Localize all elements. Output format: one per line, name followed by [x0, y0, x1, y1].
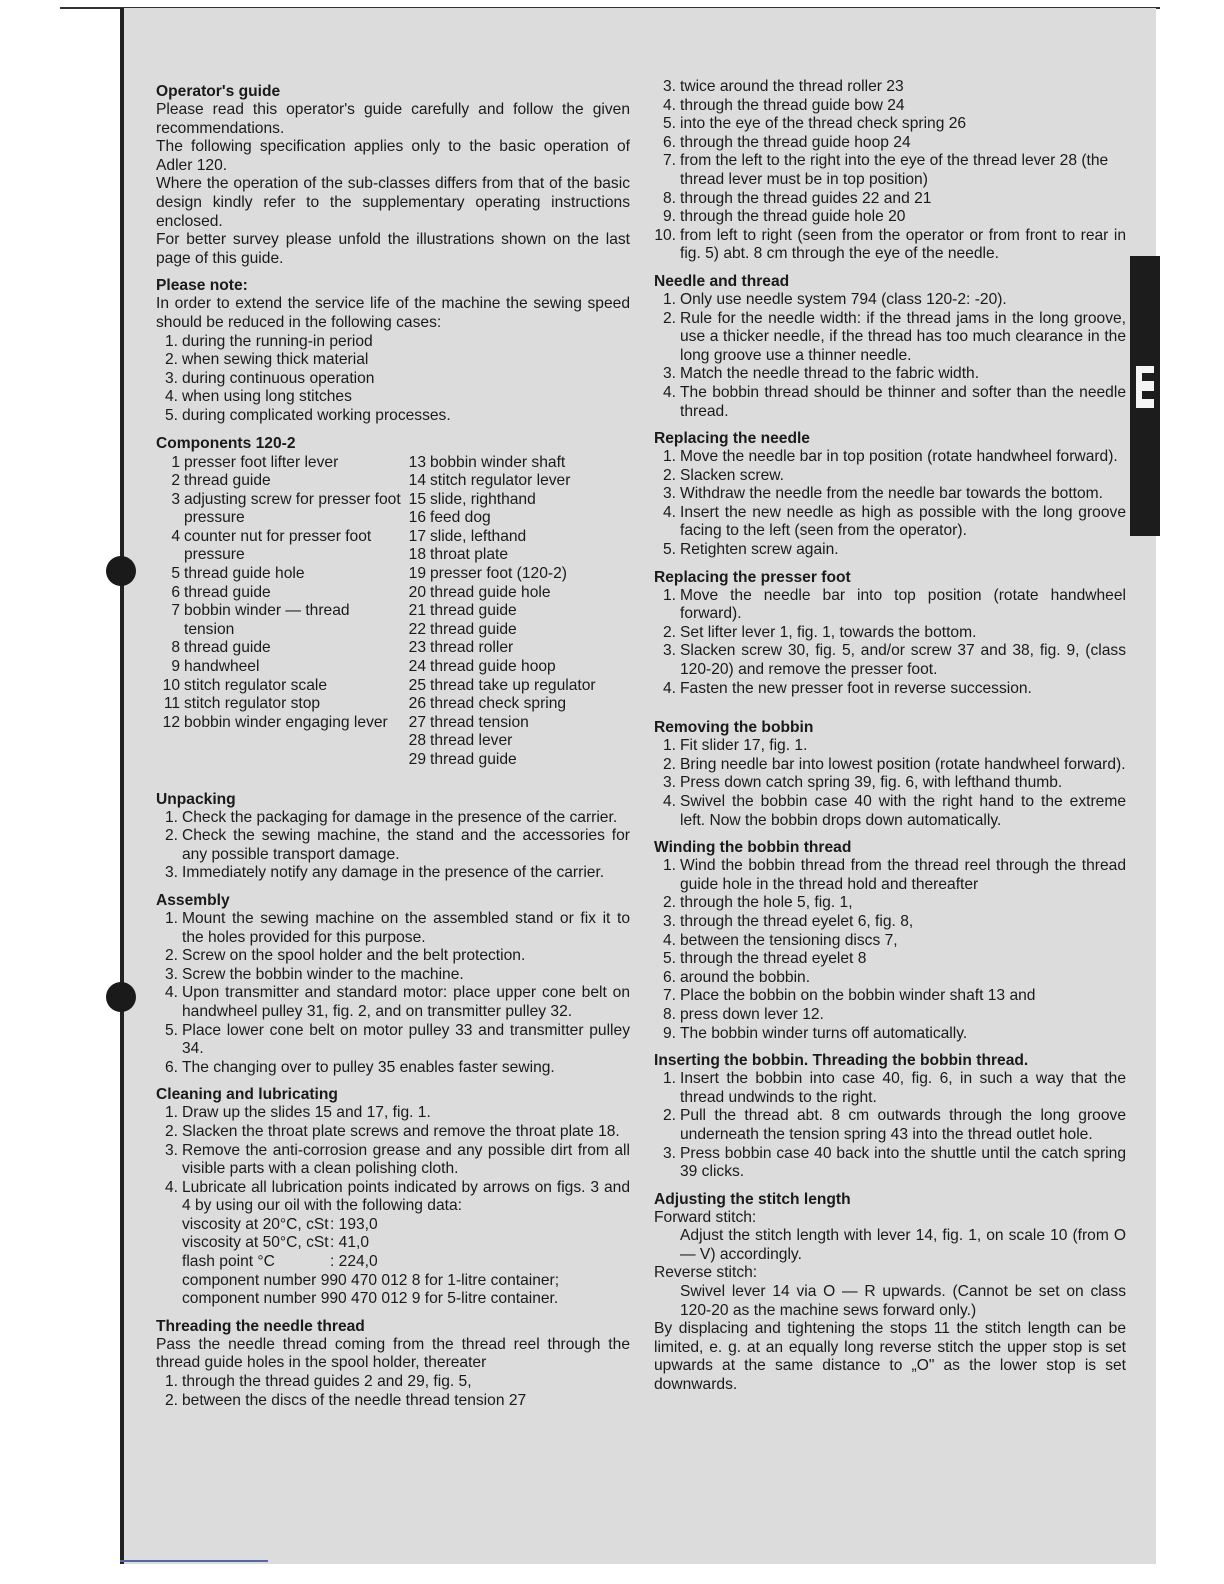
list-item: 1. during the running-in period	[164, 332, 373, 350]
list-item: 2. Set lifter lever 1, fig. 1, towards the bottom.	[662, 623, 977, 641]
component-number: component number 990 470 012 9 for 5-litre container.	[182, 1290, 559, 1308]
please-note-section	[156, 276, 630, 425]
list-item: 3. Slacken screw 30, fig. 5, and/or screw 37 and 38, fig. 9, (class 120-20) and remove the presser foot.	[662, 642, 1126, 679]
list-item: 2. Screw on the spool holder and the belt protection.	[164, 947, 526, 965]
components-section	[156, 434, 630, 770]
winding-section	[654, 838, 1126, 1043]
section-title: Adjusting the stitch length	[654, 1190, 851, 1208]
forward-stitch-label: Forward stitch:	[654, 1208, 757, 1226]
section-title: Removing the bobbin	[654, 719, 814, 737]
component-row: 2 thread guide	[171, 472, 271, 490]
list-item: 1. Draw up the slides 15 and 17, fig. 1.	[164, 1104, 431, 1122]
section-title: Unpacking	[156, 790, 236, 808]
components-table	[156, 454, 630, 770]
list-item: 3. Remove the anti-corrosion grease and any possible dirt from all visible parts with a clean polishing cloth.	[164, 1141, 630, 1178]
section-title: Winding the bobbin thread	[654, 839, 852, 857]
section-title: Inserting the bobbin. Threading the bobbin thread.	[654, 1052, 1029, 1070]
list-item: 9. through the thread guide hole 20	[662, 208, 906, 226]
list-item: 5. into the eye of the thread check spring 26	[662, 115, 967, 133]
oil-data-row: viscosity at 20°C, cSt : 193,0	[182, 1215, 378, 1233]
list-item: 1. Move the needle bar into top position (rotate handwheel forward).	[662, 586, 1126, 623]
list-item: 3. Press down catch spring 39, fig. 6, with lefthand thumb.	[662, 774, 1063, 792]
list-item: 5. through the thread eyelet 8	[662, 950, 867, 968]
replacing-needle-section	[654, 429, 1126, 560]
paragraph: Where the operation of the sub-classes differs from that of the basic design kindly refer to the supplementary operating instructions enclosed.	[156, 175, 630, 230]
list-item: 3. Match the needle thread to the fabric width.	[662, 365, 980, 383]
list-item: 1. Fit slider 17, fig. 1.	[662, 737, 808, 755]
list-item: 4. between the tensioning discs 7,	[662, 931, 898, 949]
component-row: 26 thread check spring	[408, 695, 567, 713]
paragraph: Pass the needle thread coming from the thread reel through the thread guide holes in the spool holder, thereater	[156, 1335, 630, 1372]
component-number: component number 990 470 012 8 for 1-litre container;	[182, 1271, 560, 1289]
section-title: Replacing the needle	[654, 430, 810, 448]
component-row: 3 adjusting screw for presser foot pressure	[171, 490, 401, 527]
winding-list	[654, 857, 1126, 1043]
unpacking-section	[156, 790, 630, 883]
replacing-foot-list	[654, 587, 1126, 699]
list-item: 5. during complicated working processes.	[164, 406, 451, 424]
list-item: 7. Place the bobbin on the bobbin winder shaft 13 and	[662, 987, 1036, 1005]
list-item: 7. from the left to the right into the eye of the thread lever 28 (the thread lever must be in top position)	[662, 152, 1109, 188]
list-item: 4. Upon transmitter and standard motor: place upper cone belt on handwheel pulley 31, fig. 2, and on transmitter pulley 32.	[164, 984, 630, 1020]
list-item: 10. from left to right (seen from the operator or from front to rear in fig. 5) abt. 8 cm through the eye of the needle.	[654, 226, 1126, 263]
oil-data-row: viscosity at 50°C, cSt : 41,0	[182, 1234, 370, 1252]
component-row: 19 presser foot (120-2)	[408, 565, 567, 583]
list-item: 1. Mount the sewing machine on the assembled stand or fix it to the holes provided for this purpose.	[164, 909, 630, 946]
assembly-list	[156, 910, 630, 1077]
component-row: 5 thread guide hole	[171, 565, 305, 583]
list-item: 4. when using long stitches	[164, 388, 352, 406]
list-item: 2. through the hole 5, fig. 1,	[662, 894, 853, 912]
stitch-length-section	[654, 1190, 1126, 1395]
list-item: 9. The bobbin winder turns off automatically.	[662, 1024, 968, 1042]
list-item: 3. Immediately notify any damage in the presence of the carrier.	[164, 864, 605, 882]
note-list	[156, 333, 630, 426]
removing-bobbin-section	[654, 718, 1126, 830]
list-item: 2. Bring needle bar into lowest position (rotate handwheel forward).	[662, 755, 1126, 773]
list-item: 1. Check the packaging for damage in the presence of the carrier.	[164, 808, 618, 826]
paragraph: For better survey please unfold the illustrations shown on the last page of this guide.	[156, 231, 630, 267]
components-column-a	[156, 454, 402, 770]
page-binding-edge	[120, 8, 124, 1564]
assembly-section	[156, 891, 630, 1077]
list-item: 3. Screw the bobbin winder to the machine.	[164, 965, 464, 983]
component-row: 13 bobbin winder shaft	[408, 453, 566, 471]
list-item: 1. Only use needle system 794 (class 120-2: -20).	[662, 290, 1007, 308]
threading-continued-section	[654, 78, 1126, 264]
paragraph: Please read this operator's guide carefully and follow the given recommendations.	[156, 101, 630, 137]
component-row: 21 thread guide	[408, 602, 517, 620]
stop-paragraph: By displacing and tightening the stops 11 the stitch length can be limited, e. g. at an equally long reverse stitch the upper stop is set upwards at the same distance to „O" as the lower stop is set downwards.	[654, 1320, 1126, 1394]
section-title: Needle and thread	[654, 272, 790, 290]
section-title: Assembly	[156, 891, 230, 909]
section-title: Please note:	[156, 277, 248, 295]
list-item: 5. Retighten screw again.	[662, 541, 839, 559]
component-row: 16 feed dog	[408, 509, 491, 527]
component-row: 29 thread guide	[408, 751, 517, 768]
list-item: 1. Move the needle bar in top position (rotate handwheel forward).	[662, 448, 1118, 466]
component-row: 9 handwheel	[171, 658, 260, 676]
component-row: 17 slide, lefthand	[408, 527, 527, 545]
needle-thread-list	[654, 291, 1126, 421]
cleaning-list	[156, 1104, 630, 1216]
component-row: 22 thread guide	[408, 620, 517, 638]
operators-guide-section	[156, 82, 630, 268]
component-row: 23 thread roller	[408, 639, 514, 657]
component-row: 27 thread tension	[408, 713, 529, 731]
section-title: Replacing the presser foot	[654, 568, 851, 586]
reverse-stitch-label: Reverse stitch:	[654, 1264, 758, 1282]
left-column	[156, 82, 630, 1410]
inserting-bobbin-section	[654, 1051, 1126, 1182]
list-item: 6. through the thread guide hoop 24	[662, 133, 911, 151]
component-row: 18 throat plate	[408, 546, 509, 564]
list-item: 3. through the thread eyelet 6, fig. 8,	[662, 912, 914, 930]
list-item: 4. Insert the new needle as high as possible with the long groove facing to the left (seen from the operator).	[662, 503, 1126, 540]
list-item: 3. twice around the thread roller 23	[662, 78, 904, 95]
section-title: Threading the needle thread	[156, 1317, 365, 1335]
component-row: 1 presser foot lifter lever	[171, 453, 339, 471]
list-item: 4. Swivel the bobbin case 40 with the right hand to the extreme left. Now the bobbin drops down automatically.	[662, 793, 1126, 829]
list-item: 8. press down lever 12.	[662, 1005, 824, 1023]
list-item: 2. Check the sewing machine, the stand and the accessories for any possible transport damage.	[164, 827, 630, 863]
oil-data-row: flash point °C : 224,0	[182, 1253, 378, 1271]
removing-bobbin-list	[654, 737, 1126, 830]
list-item: 2. when sewing thick material	[164, 351, 369, 369]
list-item: 4. The bobbin thread should be thinner and softer than the needle thread.	[662, 383, 1126, 420]
section-title: Operator's guide	[156, 83, 281, 100]
components-column-b	[402, 454, 596, 770]
paragraph: In order to extend the service life of the machine the sewing speed should be reduced in the following cases:	[156, 295, 630, 331]
component-row: 7 bobbin winder — thread tension	[171, 602, 350, 638]
component-row: 4 counter nut for presser foot pressure	[171, 527, 372, 564]
component-row: 11 stitch regulator stop	[163, 695, 321, 713]
list-item: 4. Lubricate all lubrication points indicated by arrows on figs. 3 and 4 by using our oil with the following data:	[164, 1178, 630, 1215]
list-item: 8. through the thread guides 22 and 21	[662, 189, 932, 207]
cleaning-section	[156, 1085, 630, 1309]
needle-thread-section	[654, 272, 1126, 421]
paragraph: The following specification applies only to the basic operation of Adler 120.	[156, 138, 630, 174]
component-row: 15 slide, righthand	[408, 490, 536, 508]
list-item: 4. Fasten the new presser foot in reverse succession.	[662, 679, 1032, 697]
list-item: 2. Rule for the needle width: if the thread jams in the long groove, use a thicker needle, if the thread has too much clearance in the long groove use a thinner needle.	[662, 309, 1126, 364]
list-item: 6. around the bobbin.	[662, 968, 811, 986]
list-item: 3. Withdraw the needle from the needle bar towards the bottom.	[662, 485, 1103, 503]
component-row: 20 thread guide hole	[408, 583, 551, 601]
unpacking-list	[156, 809, 630, 883]
component-row: 10 stitch regulator scale	[162, 676, 328, 694]
component-row: 14 stitch regulator lever	[408, 472, 571, 490]
list-item: 3. during continuous operation	[164, 369, 375, 387]
forward-stitch-text: Adjust the stitch length with lever 14, fig. 1, on scale 10 (from O — V) accordingly.	[680, 1227, 1126, 1263]
list-item: 1. Insert the bobbin into case 40, fig. 6, in such a way that the thread undwinds to the right.	[662, 1070, 1126, 1106]
section-title: Components 120-2	[156, 434, 296, 452]
component-row: 28 thread lever	[408, 732, 513, 750]
component-row: 25 thread take up regulator	[408, 676, 596, 694]
list-item: 2. Slacken screw.	[662, 466, 785, 484]
component-row: 12 bobbin winder engaging lever	[162, 713, 388, 731]
list-item: 2. between the discs of the needle thread tension 27	[164, 1391, 527, 1409]
threading-list	[156, 1373, 630, 1410]
scan-bottom-mark	[120, 1560, 268, 1562]
punch-hole-icon	[106, 556, 136, 586]
language-letter-e-icon	[1136, 366, 1154, 408]
component-row: 8 thread guide	[171, 639, 271, 657]
threading-needle-section	[156, 1317, 630, 1410]
list-item: 2. Slacken the throat plate screws and remove the throat plate 18.	[164, 1122, 620, 1140]
list-item: 1. through the thread guides 2 and 29, fig. 5,	[164, 1373, 472, 1391]
section-title: Cleaning and lubricating	[156, 1086, 338, 1104]
reverse-stitch-text: Swivel lever 14 via O — R upwards. (Cannot be set on class 120-20 as the machine sews forward only.)	[680, 1283, 1126, 1319]
replacing-foot-section	[654, 568, 1126, 699]
list-item: 3. Press bobbin case 40 back into the shuttle until the catch spring 39 clicks.	[662, 1144, 1126, 1181]
component-row: 24 thread guide hoop	[408, 658, 556, 676]
component-row: 6 thread guide	[171, 583, 271, 601]
list-item: 4. through the thread guide bow 24	[662, 96, 905, 114]
list-item: 6. The changing over to pulley 35 enables faster sewing.	[164, 1058, 555, 1076]
punch-hole-icon	[106, 982, 136, 1012]
inserting-list	[654, 1070, 1126, 1182]
list-item: 5. Place lower cone belt on motor pulley 33 and transmitter pulley 34.	[164, 1021, 630, 1058]
list-item: 1. Wind the bobbin thread from the thread reel through the thread guide hole in the thread hold and thereafter	[662, 857, 1126, 893]
replacing-needle-list	[654, 448, 1126, 560]
list-item: 2. Pull the thread abt. 8 cm outwards through the long groove underneath the tension spring 43 into the thread outlet hole.	[662, 1107, 1126, 1143]
threading-continued-list	[654, 78, 1126, 264]
right-column	[654, 78, 1126, 1395]
